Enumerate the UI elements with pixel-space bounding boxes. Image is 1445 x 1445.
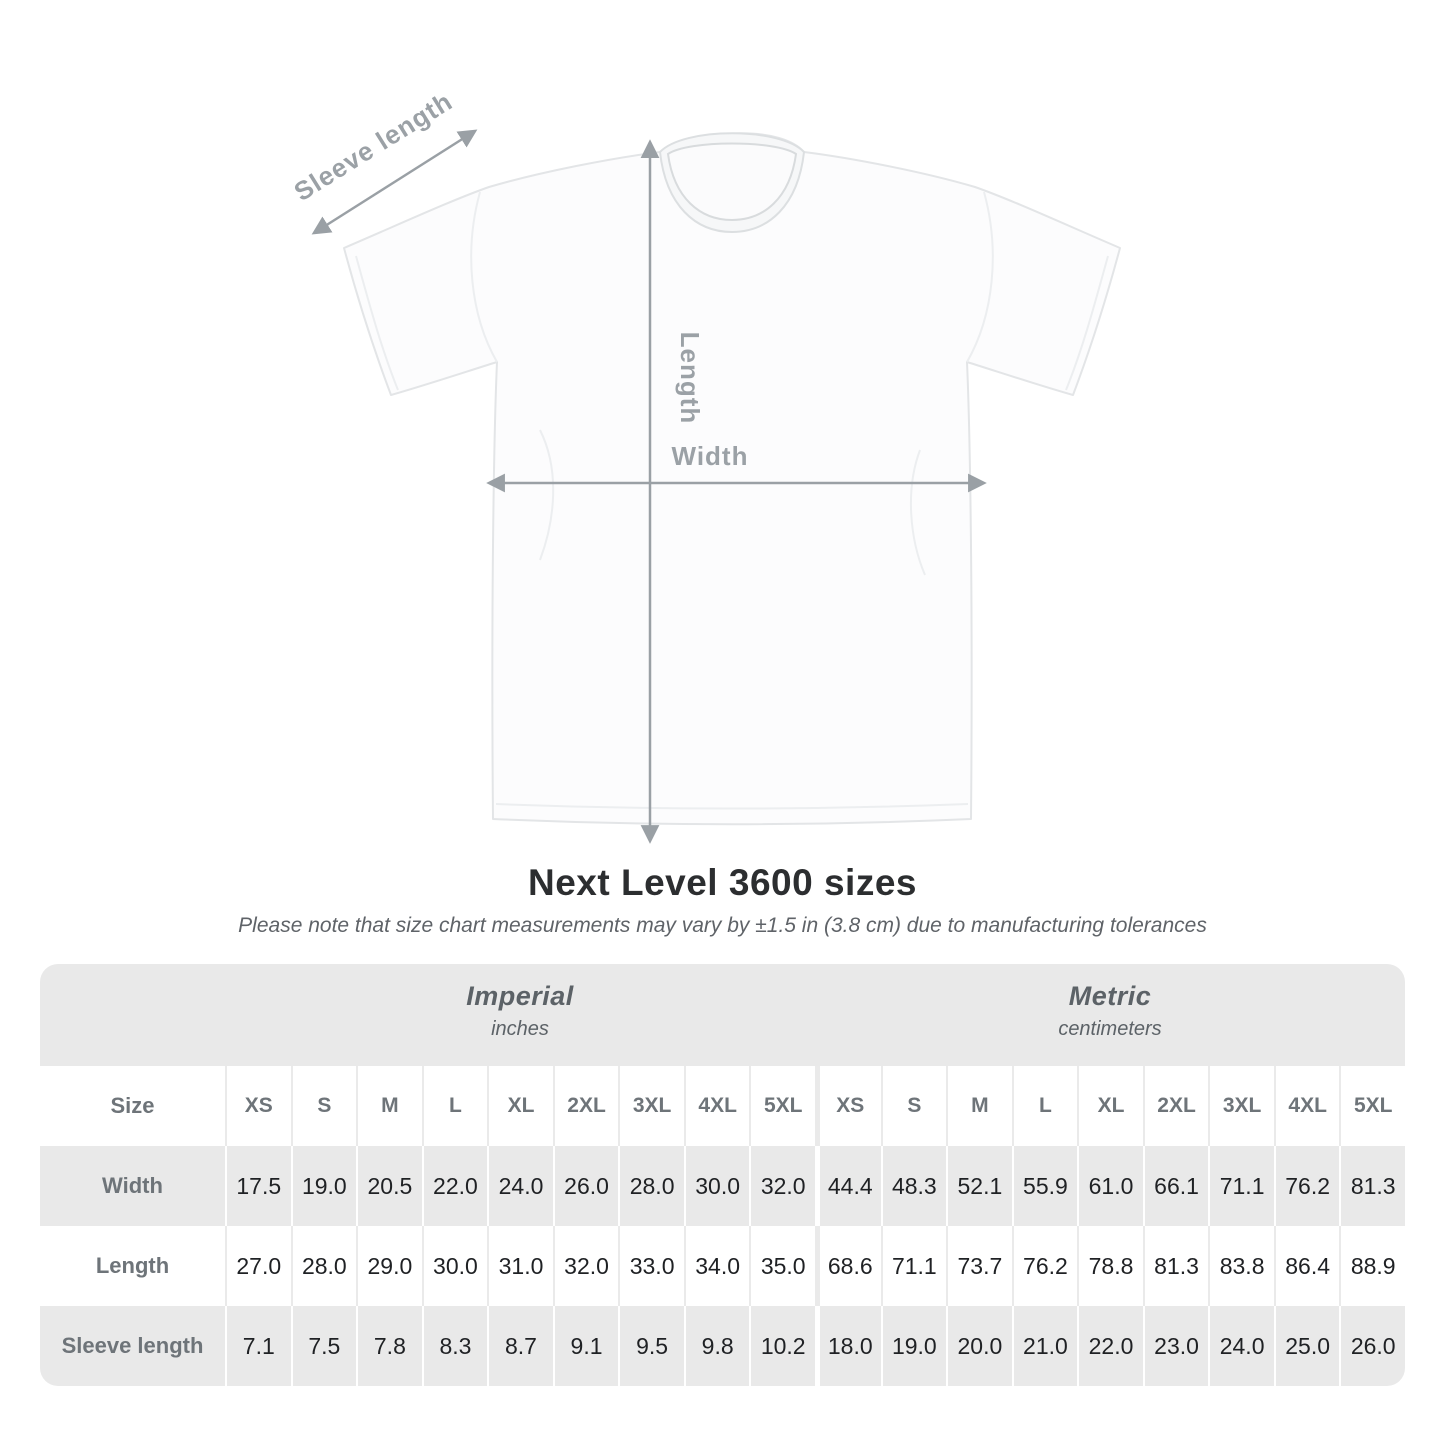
- size-column-header: S: [881, 1066, 947, 1146]
- size-column-header: M: [946, 1066, 1012, 1146]
- measurement-value-cell: 7.1: [225, 1306, 291, 1386]
- measurement-value-cell: 78.8: [1077, 1226, 1143, 1306]
- measurement-value-cell: 18.0: [815, 1306, 881, 1386]
- measurement-value-cell: 9.1: [553, 1306, 619, 1386]
- width-row-label: Width: [102, 1173, 163, 1198]
- measurement-value-cell: 26.0: [553, 1146, 619, 1226]
- measurement-value-cell: 71.1: [1208, 1146, 1274, 1226]
- measurement-value-cell: 20.0: [946, 1306, 1012, 1386]
- size-column-header: M: [356, 1066, 422, 1146]
- length-row: [40, 1226, 1405, 1306]
- measurement-value-cell: 19.0: [291, 1146, 357, 1226]
- measurement-value-cell: 25.0: [1274, 1306, 1340, 1386]
- sleeve-length-row: [40, 1306, 1405, 1386]
- measurement-value-cell: 8.7: [487, 1306, 553, 1386]
- measurement-value-cell: 55.9: [1012, 1146, 1078, 1226]
- measurement-value-cell: 24.0: [1208, 1306, 1274, 1386]
- size-column-header: 4XL: [684, 1066, 750, 1146]
- size-column-header: 2XL: [553, 1066, 619, 1146]
- size-column-header: S: [291, 1066, 357, 1146]
- metric-unit: centimeters: [1058, 1018, 1162, 1040]
- measurement-value-cell: 9.5: [618, 1306, 684, 1386]
- measurement-value-cell: 8.3: [422, 1306, 488, 1386]
- measurement-value-cell: 10.2: [749, 1306, 815, 1386]
- size-table: [40, 964, 1405, 1386]
- measurement-value-cell: 32.0: [749, 1146, 815, 1226]
- measurement-value-cell: 86.4: [1274, 1226, 1340, 1306]
- measurement-value-cell: 71.1: [881, 1226, 947, 1306]
- measurement-value-cell: 22.0: [422, 1146, 488, 1226]
- measurement-value-cell: 35.0: [749, 1226, 815, 1306]
- measurement-value-cell: 28.0: [291, 1226, 357, 1306]
- tshirt-shape: [344, 133, 1120, 824]
- size-column-header: 4XL: [1274, 1066, 1340, 1146]
- size-column-header: L: [1012, 1066, 1078, 1146]
- measurement-value-cell: 23.0: [1143, 1306, 1209, 1386]
- imperial-header: [225, 964, 815, 1066]
- measurement-value-cell: 7.8: [356, 1306, 422, 1386]
- size-column-header: XS: [225, 1066, 291, 1146]
- measurement-value-cell: 27.0: [225, 1226, 291, 1306]
- size-column-header: 3XL: [1208, 1066, 1274, 1146]
- imperial-title: Imperial: [466, 981, 574, 1011]
- measurement-value-cell: 76.2: [1012, 1226, 1078, 1306]
- measurement-value-cell: 26.0: [1339, 1306, 1405, 1386]
- measurement-value-cell: 52.1: [946, 1146, 1012, 1226]
- measurement-value-cell: 81.3: [1339, 1146, 1405, 1226]
- unit-header-band: [40, 964, 1405, 1066]
- measurement-value-cell: 30.0: [684, 1146, 750, 1226]
- size-column-header: 5XL: [1339, 1066, 1405, 1146]
- measurement-value-cell: 44.4: [815, 1146, 881, 1226]
- measurement-value-cell: 32.0: [553, 1226, 619, 1306]
- measurement-value-cell: 28.0: [618, 1146, 684, 1226]
- imperial-unit: inches: [491, 1018, 549, 1040]
- measurement-value-cell: 66.1: [1143, 1146, 1209, 1226]
- measurement-value-cell: 33.0: [618, 1226, 684, 1306]
- size-row-label: Size: [110, 1093, 155, 1118]
- metric-title: Metric: [1068, 981, 1152, 1011]
- measurement-value-cell: 48.3: [881, 1146, 947, 1226]
- size-column-header: XL: [487, 1066, 553, 1146]
- size-column-header: 5XL: [749, 1066, 815, 1146]
- measurement-value-cell: 30.0: [422, 1226, 488, 1306]
- measurement-value-cell: 19.0: [881, 1306, 947, 1386]
- measurement-value-cell: 22.0: [1077, 1306, 1143, 1386]
- measurement-value-cell: 76.2: [1274, 1146, 1340, 1226]
- measurement-value-cell: 73.7: [946, 1226, 1012, 1306]
- measurement-value-cell: 29.0: [356, 1226, 422, 1306]
- measurement-value-cell: 88.9: [1339, 1226, 1405, 1306]
- sleeve-length-label: Sleeve length: [288, 85, 458, 207]
- measurement-value-cell: 9.8: [684, 1306, 750, 1386]
- measurement-value-cell: 17.5: [225, 1146, 291, 1226]
- size-column-header: XS: [815, 1066, 881, 1146]
- measurement-value-cell: 61.0: [1077, 1146, 1143, 1226]
- sleeve-length-row-label: Sleeve length: [61, 1333, 204, 1358]
- title-block: [0, 862, 1445, 938]
- width-label: Width: [671, 441, 749, 471]
- size-column-header: 3XL: [618, 1066, 684, 1146]
- length-row-label: Length: [95, 1253, 170, 1278]
- width-row: [40, 1146, 1405, 1226]
- size-column-header: L: [422, 1066, 488, 1146]
- measurement-value-cell: 7.5: [291, 1306, 357, 1386]
- measurement-value-cell: 83.8: [1208, 1226, 1274, 1306]
- size-column-header: 2XL: [1143, 1066, 1209, 1146]
- page-title: Next Level 3600 sizes: [528, 862, 917, 903]
- tolerance-note: Please note that size chart measurements may vary by ±1.5 in (3.8 cm) due to manufacturing tolerances: [238, 914, 1207, 937]
- measurement-value-cell: 81.3: [1143, 1226, 1209, 1306]
- measurement-value-cell: 20.5: [356, 1146, 422, 1226]
- measurement-value-cell: 24.0: [487, 1146, 553, 1226]
- measurement-value-cell: 34.0: [684, 1226, 750, 1306]
- measurement-value-cell: 21.0: [1012, 1306, 1078, 1386]
- length-label: Length: [675, 331, 705, 425]
- size-column-header: XL: [1077, 1066, 1143, 1146]
- measurement-value-cell: 68.6: [815, 1226, 881, 1306]
- metric-header: [815, 964, 1405, 1066]
- size-header-row: [40, 1066, 1405, 1146]
- measurement-value-cell: 31.0: [487, 1226, 553, 1306]
